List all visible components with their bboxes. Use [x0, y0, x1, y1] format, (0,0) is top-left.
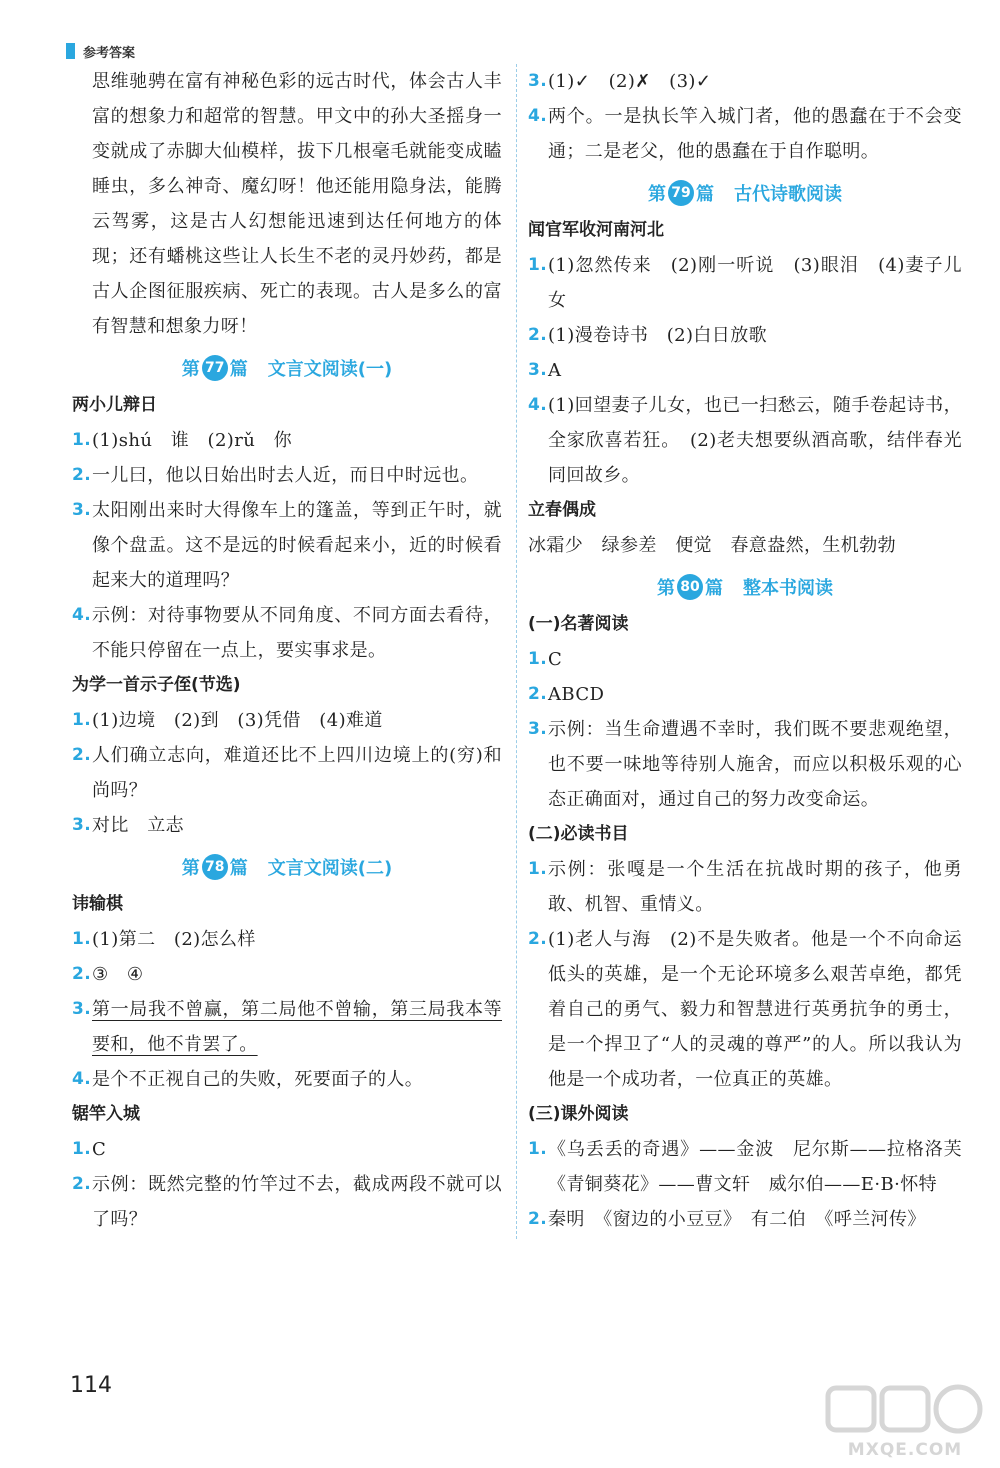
section-title: 文言文阅读(二) — [267, 858, 393, 879]
answer-text: 示例：当生命遭遇不幸时，我们既不要悲观绝望，也不要一味地等待别人施舍，而应以积极乐观的心态正确面对，通过自己的努力改变命运。 — [548, 719, 962, 810]
answer-number: 4. — [528, 395, 548, 415]
answer-text: (1)回望妻子儿女，也已一扫愁云，随手卷起诗书，全家欣喜若狂。 (2)老夫想要纵酒高歌，结伴春光同回故乡。 — [548, 395, 962, 486]
passage-title: 锯竿入城 — [72, 1104, 140, 1124]
header-label: 参考答案 — [83, 45, 136, 61]
answer-text: (1)边境 (2)到 (3)凭借 (4)难道 — [92, 710, 383, 731]
answer-text: (1)✓ (2)✗ (3)✓ — [548, 71, 712, 92]
answer-number: 2. — [72, 745, 92, 765]
passage-title: 讳输棋 — [72, 894, 123, 914]
answer-item — [72, 598, 502, 668]
section-number-badge: 80 — [677, 574, 703, 600]
answer-text: 太阳刚出来时大得像车上的篷盖，等到正午时，就像个盘盂。这不是远的时候看起来小，近的时候看起来大的道理吗？ — [92, 500, 502, 591]
answer-item — [72, 738, 502, 808]
answer-item — [528, 922, 962, 1097]
column-divider — [516, 64, 517, 1239]
answer-number: 3. — [72, 500, 92, 520]
answer-text: (1)shú 谁 (2)rǔ 你 — [92, 430, 293, 451]
answer-number: 3. — [528, 71, 548, 91]
section-number-badge: 79 — [668, 180, 694, 206]
section-suffix: 篇 — [696, 184, 714, 205]
answer-number: 2. — [72, 465, 92, 485]
section-heading-80 — [528, 567, 962, 607]
group-title: (二)必读书目 — [528, 824, 629, 844]
answer-number: 2. — [528, 1209, 548, 1229]
answer-item — [528, 642, 962, 677]
answer-number: 1. — [528, 255, 548, 275]
right-column — [528, 64, 981, 1237]
answer-item — [528, 677, 962, 712]
answer-number: 2. — [528, 325, 548, 345]
section-heading-79 — [528, 173, 962, 213]
answer-text: 示例：对待事物要从不同角度、不同方面去看待，不能只停留在一点上，要实事求是。 — [92, 605, 502, 661]
answer-item — [72, 922, 502, 957]
section-title: 整本书阅读 — [743, 578, 833, 599]
left-column — [72, 64, 502, 1237]
answer-number: 4. — [528, 106, 548, 126]
intro-paragraph: 思维驰骋在富有神秘色彩的远古时代，体会古人丰富的想象力和超常的智慧。甲文中的孙大圣摇身一变就成了赤脚大仙模样，拔下几根毫毛就能变成瞌睡虫，多么神奇、魔幻呀！他还能用隐身法，能腾云驾雾，这是古人幻想能迅速到达任何地方的体现；还有蟠桃这些让人长生不老的灵丹妙药，都是古人企图征服疾病、死亡的表现。古人是多么的富有智慧和想象力呀！ — [92, 71, 502, 337]
answer-text: 示例：既然完整的竹竿过不去，截成两段不就可以了吗？ — [92, 1174, 502, 1230]
section-prefix: 第 — [648, 184, 666, 205]
section-prefix: 第 — [181, 359, 200, 380]
answer-item — [72, 493, 502, 598]
section-prefix: 第 — [657, 578, 675, 599]
answer-number: 1. — [72, 1139, 92, 1159]
answer-number: 4. — [72, 605, 92, 625]
answer-text: C — [92, 1139, 107, 1160]
answer-item — [72, 808, 502, 843]
answer-text: 两个。一是执长竿入城门者，他的愚蠢在于不会变通；二是老父，他的愚蠢在于自作聪明。 — [548, 106, 962, 162]
passage-title: 立春偶成 — [528, 500, 596, 520]
answer-number: 2. — [528, 684, 548, 704]
answer-number: 2. — [72, 964, 92, 984]
section-title: 古代诗歌阅读 — [734, 184, 842, 205]
answer-item — [528, 1132, 981, 1202]
answer-item — [528, 1202, 962, 1237]
answer-item — [528, 353, 962, 388]
answer-item — [528, 388, 962, 493]
answer-item — [72, 1167, 502, 1237]
section-number-badge: 78 — [202, 854, 228, 880]
page-header — [66, 38, 135, 64]
group-title: (一)名著阅读 — [528, 614, 629, 634]
passage-title: 两小儿辩日 — [72, 395, 157, 415]
answer-text: 是个不正视自己的失败，死要面子的人。 — [92, 1069, 424, 1090]
section-prefix: 第 — [181, 858, 200, 879]
answer-text: (1)忽然传来 (2)刚一听说 (3)眼泪 (4)妻子儿女 — [548, 255, 962, 311]
answer-item — [72, 458, 502, 493]
section-title: 文言文阅读(一) — [267, 359, 393, 380]
answer-number: 4. — [72, 1069, 92, 1089]
answer-text: (1)老人与海 (2)不是失败者。他是一个不向命运低头的英雄，是一个无论环境多么艰苦卓绝，都凭着自己的勇气、毅力和智慧进行英勇抗争的勇士，是一个捍卫了“人的灵魂的尊严”的人。所以我认为他是一个成功者，一位真正的英雄。 — [548, 929, 962, 1090]
passage-title: 闻官军收河南河北 — [528, 220, 664, 240]
answer-item — [72, 1062, 502, 1097]
watermark-text: MXQE.COM — [847, 1440, 963, 1460]
answer-item — [72, 703, 502, 738]
answer-text-underlined: 第一局我不曾赢，第二局他不曾输，第三局我本等要和，他不肯罢了。 — [92, 999, 502, 1055]
answer-item — [528, 99, 962, 169]
answer-item — [72, 992, 502, 1062]
answer-number: 1. — [528, 859, 548, 879]
answer-text: (1)漫卷诗书 (2)白日放歌 — [548, 325, 767, 346]
answer-item — [72, 423, 502, 458]
answer-text: (1)第二 (2)怎么样 — [92, 929, 256, 950]
answer-item — [72, 1132, 502, 1167]
watermark-logo — [820, 1380, 990, 1460]
answer-number: 2. — [528, 929, 548, 949]
group-title: (三)课外阅读 — [528, 1104, 629, 1124]
answer-item — [528, 248, 962, 318]
answer-text: A — [548, 360, 562, 381]
section-suffix: 篇 — [705, 578, 723, 599]
answer-text: ③ ④ — [92, 964, 144, 985]
answer-text: 秦明 《窗边的小豆豆》 有二伯 《呼兰河传》 — [548, 1209, 926, 1230]
answer-text: 《乌丢丢的奇遇》——金波 尼尔斯——拉格洛芙 《青铜葵花》——曹文轩 威尔伯——E·B·怀特 — [548, 1139, 981, 1195]
watermark-glyphs-icon — [820, 1380, 990, 1436]
answer-item — [528, 712, 962, 817]
answer-number: 1. — [528, 1139, 548, 1159]
section-number-badge: 77 — [202, 355, 228, 381]
header-marker — [66, 43, 75, 59]
passage-title: 为学一首示子侄(节选) — [72, 675, 241, 695]
answer-text: 示例：张嘎是一个生活在抗战时期的孩子，他勇敢、机智、重情义。 — [548, 859, 962, 915]
answer-number: 1. — [72, 710, 92, 730]
answer-number: 1. — [72, 929, 92, 949]
answer-text: 一儿曰，他以日始出时去人近，而日中时远也。 — [92, 465, 479, 486]
answer-item — [72, 957, 502, 992]
answer-number: 3. — [528, 719, 548, 739]
answer-text: 冰霜少 绿参差 便觉 春意盎然，生机勃勃 — [528, 535, 896, 556]
answer-item — [528, 852, 962, 922]
answer-item — [528, 64, 962, 99]
section-suffix: 篇 — [229, 359, 248, 380]
answer-number: 1. — [528, 649, 548, 669]
section-heading-77 — [72, 348, 502, 388]
answer-text: 人们确立志向，难道还比不上四川边境上的(穷)和尚吗？ — [92, 745, 502, 801]
answer-text: C — [548, 649, 563, 670]
section-suffix: 篇 — [229, 858, 248, 879]
answer-number: 3. — [72, 815, 92, 835]
answer-number: 1. — [72, 430, 92, 450]
answer-number: 2. — [72, 1174, 92, 1194]
section-heading-78 — [72, 847, 502, 887]
answer-text: 对比 立志 — [92, 815, 184, 836]
answer-number: 3. — [72, 999, 92, 1019]
page-number: 114 — [70, 1373, 112, 1398]
answer-text: ABCD — [548, 684, 605, 705]
answer-number: 3. — [528, 360, 548, 380]
answer-item — [528, 318, 962, 353]
